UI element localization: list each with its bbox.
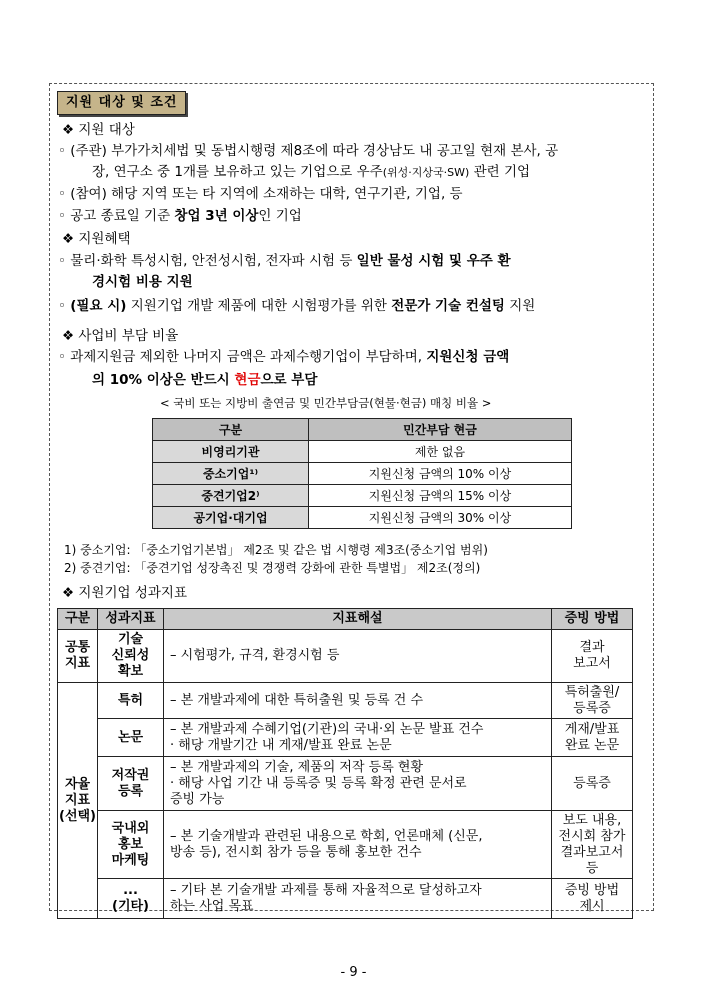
matching-header-category: 구분 — [153, 419, 309, 441]
proof-method: 게재/발표 완료 논문 — [552, 719, 633, 757]
page-number: - 9 - — [340, 965, 367, 980]
matching-category: 비영리기관 — [153, 441, 309, 463]
proof-method: 결과 보고서 — [552, 630, 633, 683]
matching-category: 중견기업2⁾ — [153, 485, 309, 507]
matching-table-caption: < 국비 또는 지방비 출연금 및 민간부담금(현물·현금) 매칭 비율 > — [160, 396, 492, 410]
benefit-item-1-line-2: 경시험 비용 지원 — [92, 274, 193, 290]
footnote-2: 2) 중견기업: 「중견기업 성장촉진 및 경쟁력 강화에 관한 특별법」 제2조(정의) — [64, 561, 481, 575]
indicator-label: 논문 — [98, 719, 164, 757]
footnote-1: 1) 중소기업: 「중소기업기본법」 제2조 및 같은 법 시행령 제3조(중소기업 범위) — [64, 543, 488, 557]
table-row — [153, 463, 572, 485]
indicator-description: – 시험평가, 규격, 환경시험 등 — [164, 630, 552, 683]
indicator-label: 저작권 등록 — [98, 757, 164, 811]
target-item-3: ◦ 공고 종료일 기준 창업 3년 이상인 기업 — [58, 208, 302, 224]
performance-table — [57, 608, 633, 919]
performance-header: ❖ 지원기업 성과지표 — [62, 585, 188, 601]
perf-header-category: 구분 — [58, 609, 98, 630]
auto-group-label: 자율 지표 (선택) — [58, 683, 98, 919]
table-row — [58, 879, 633, 919]
section-title: 지원 대상 및 조건 — [57, 91, 186, 115]
proof-method: 등록증 — [552, 757, 633, 811]
target-item-1-line-2: 장, 연구소 중 1개를 보유하고 있는 기업으로 우주(위성·지상국·SW) 관련 기업 — [92, 164, 531, 180]
target-item-2: ◦ (참여) 해당 지역 또는 타 지역에 소재하는 대학, 연구기관, 기업, 등 — [58, 186, 463, 202]
proof-method: 보도 내용, 전시회 참가 결과보고서 등 — [552, 811, 633, 879]
matching-ratio-table — [152, 418, 572, 529]
indicator-label: 국내외 홍보 마케팅 — [98, 811, 164, 879]
perf-header-proof: 증빙 방법 — [552, 609, 633, 630]
table-row — [58, 630, 633, 683]
table-row — [58, 811, 633, 879]
target-item-1-line-1: ◦ (주관) 부가가치세법 및 동법시행령 제8조에 따라 경상남도 내 공고일 현재 본사, 공 — [58, 143, 559, 159]
indicator-description: – 본 개발과제의 기술, 제품의 저작 등록 현황 · 해당 사업 기간 내 등록증 및 등록 확정 관련 문서로 증빙 가능 — [164, 757, 552, 811]
table-row — [58, 757, 633, 811]
common-group-label: 공통 지표 — [58, 630, 98, 683]
indicator-label: ... (기타) — [98, 879, 164, 919]
cost-header: ❖ 사업비 부담 비율 — [62, 328, 179, 344]
indicator-label: 기술 신뢰성 확보 — [98, 630, 164, 683]
proof-method: 증빙 방법 제시 — [552, 879, 633, 919]
matching-value: 지원신청 금액의 15% 이상 — [309, 485, 572, 507]
matching-category: 중소기업¹⁾ — [153, 463, 309, 485]
proof-method: 특허출원/ 등록증 — [552, 683, 633, 719]
cost-line-1: ◦ 과제지원금 제외한 나머지 금액은 과제수행기업이 부담하며, 지원신청 금액 — [58, 349, 510, 365]
indicator-label: 특허 — [98, 683, 164, 719]
table-row — [153, 485, 572, 507]
matching-category: 공기업·대기업 — [153, 507, 309, 529]
table-row — [153, 441, 572, 463]
perf-header-description: 지표해설 — [164, 609, 552, 630]
matching-value: 지원신청 금액의 30% 이상 — [309, 507, 572, 529]
matching-value: 지원신청 금액의 10% 이상 — [309, 463, 572, 485]
table-row — [58, 683, 633, 719]
table-row — [58, 719, 633, 757]
indicator-description: – 기타 본 기술개발 과제를 통해 자율적으로 달성하고자 하는 사업 목표 — [164, 879, 552, 919]
indicator-description: – 본 기술개발과 관련된 내용으로 학회, 언론매체 (신문, 방송 등), 전시회 참가 등을 통해 홍보한 건수 — [164, 811, 552, 879]
benefit-item-1: ◦ 물리·화학 특성시험, 안전성시험, 전자파 시험 등 일반 물성 시험 및 우주 환 — [58, 253, 511, 269]
matching-header-cash: 민간부담 현금 — [309, 419, 572, 441]
target-header: ❖ 지원 대상 — [62, 122, 135, 138]
benefit-header: ❖ 지원혜택 — [62, 231, 131, 247]
table-row — [153, 507, 572, 529]
perf-header-indicator: 성과지표 — [98, 609, 164, 630]
benefit-item-2: ◦ (필요 시) 지원기업 개발 제품에 대한 시험평가를 위한 전문가 기술 컨설팅 지원 — [58, 298, 536, 314]
indicator-description: – 본 개발과제에 대한 특허출원 및 등록 건 수 — [164, 683, 552, 719]
indicator-description: – 본 개발과제 수혜기업(기관)의 국내·외 논문 발표 건수 · 해당 개발기간 내 게재/발표 완료 논문 — [164, 719, 552, 757]
cost-line-2: 의 10% 이상은 반드시 현금으로 부담 — [92, 372, 318, 388]
matching-value: 제한 없음 — [309, 441, 572, 463]
